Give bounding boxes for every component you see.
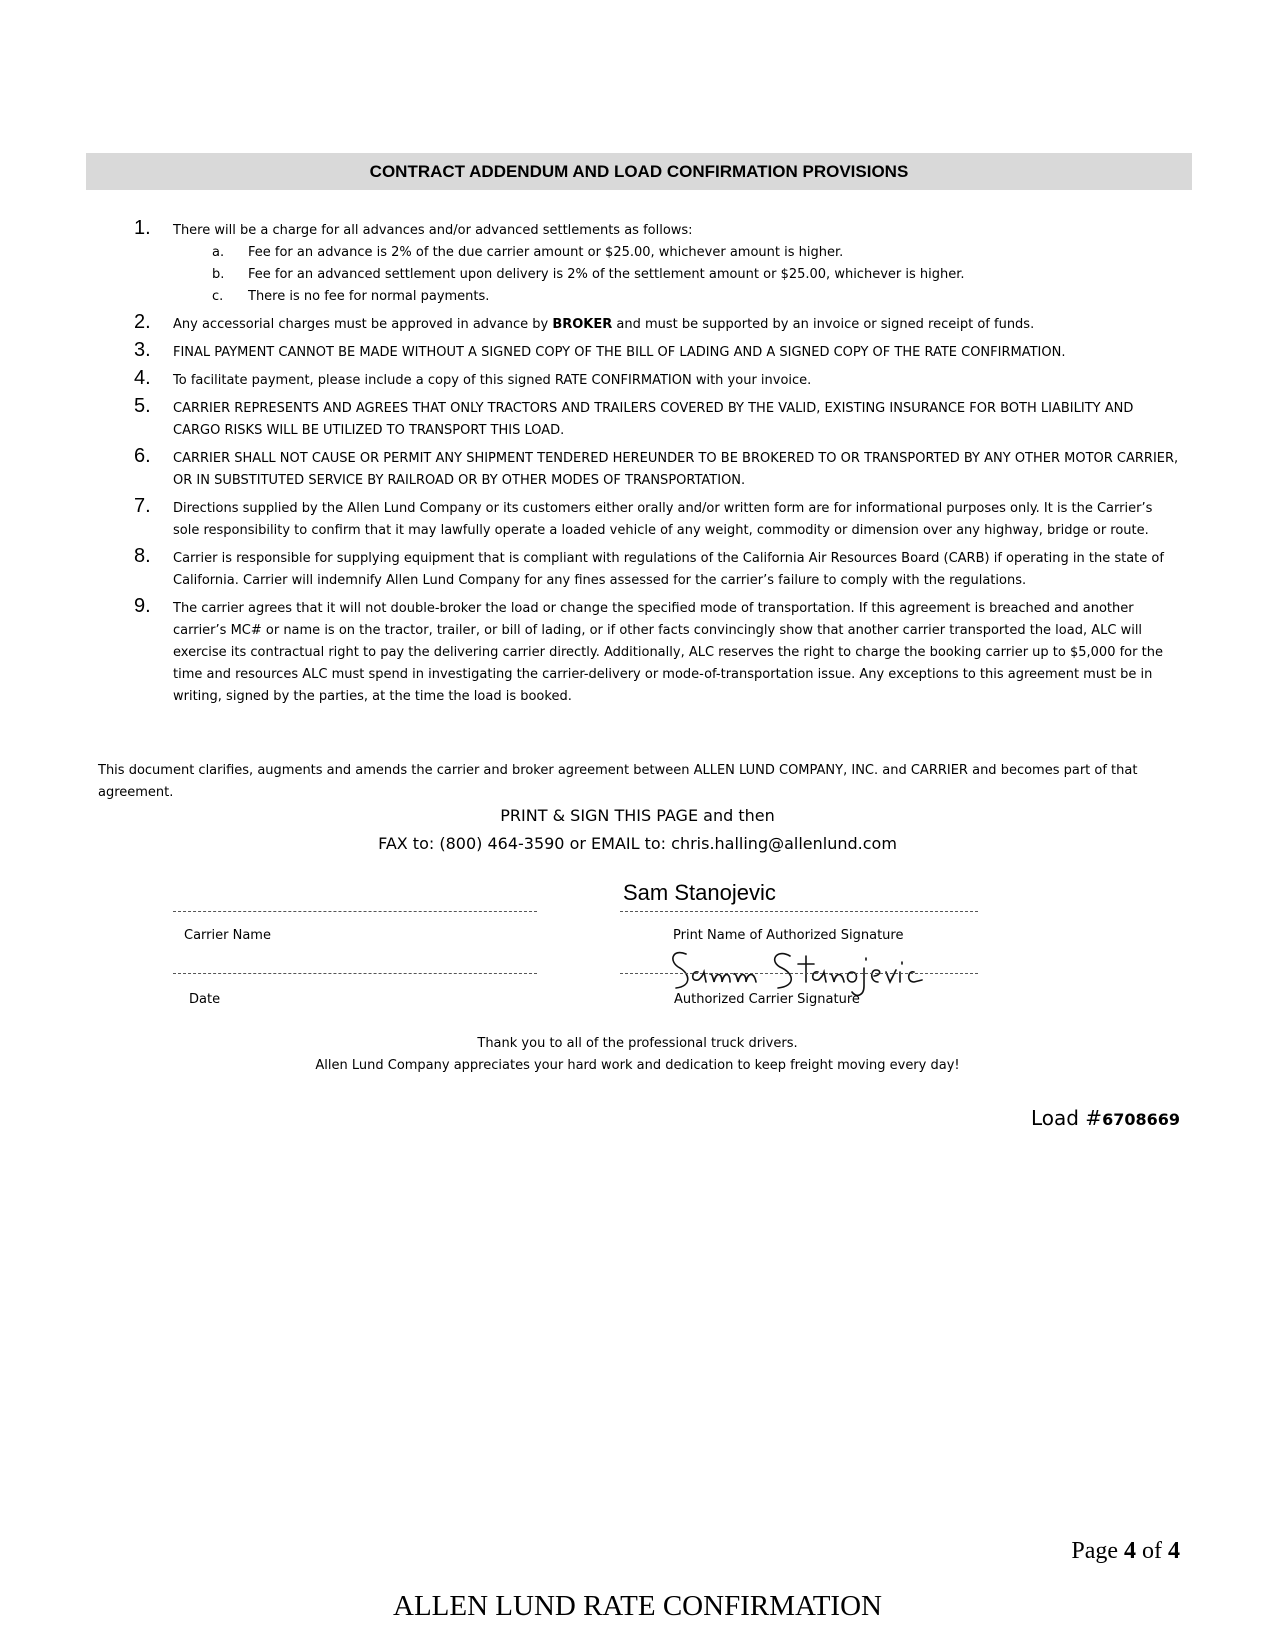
provision-item xyxy=(0,395,1275,442)
provision-number: 2. xyxy=(134,311,151,333)
provision-text-part: Any accessorial charges must be approved in advance by xyxy=(173,317,553,332)
subitem-letter: b. xyxy=(212,267,225,282)
provision-item xyxy=(0,367,1275,392)
provision-text: CARRIER SHALL NOT CAUSE OR PERMIT ANY SHIPMENT TENDERED HEREUNDER TO BE BROKERED TO OR TRANSPORTED BY ANY OTHER MOTOR CARRIER, OR IN SUBSTITUTED SERVICE BY RAILROAD OR BY OTHER MODES OF TRANSPORTATION. xyxy=(173,451,1179,488)
subitem-letter: a. xyxy=(212,245,225,260)
printed-authorized-name: Sam Stanojevic xyxy=(623,880,776,905)
provision-item xyxy=(0,445,1275,492)
page-total: 4 xyxy=(1168,1538,1180,1564)
section-header xyxy=(86,153,1192,190)
provision-number: 4. xyxy=(134,367,151,389)
provision-item xyxy=(0,217,1275,308)
authorized-signature-label: Authorized Carrier Signature xyxy=(674,992,860,1007)
page-current: 4 xyxy=(1124,1538,1136,1564)
provision-item xyxy=(0,495,1275,542)
date-line xyxy=(173,973,537,974)
print-name-label: Print Name of Authorized Signature xyxy=(673,928,904,943)
page-prefix: Page xyxy=(1071,1538,1124,1564)
provision-text-part: and must be supported by an invoice or signed receipt of funds. xyxy=(612,317,1035,332)
print-sign-instruction: PRINT & SIGN THIS PAGE and then xyxy=(500,806,775,825)
provision-number: 6. xyxy=(134,445,151,467)
print-name-line xyxy=(620,911,978,912)
carrier-name-label: Carrier Name xyxy=(184,928,271,943)
thanks-line-2: Allen Lund Company appreciates your hard work and dedication to keep freight moving every day! xyxy=(315,1058,960,1073)
load-number xyxy=(1031,1106,1180,1130)
page-indicator xyxy=(1071,1538,1180,1565)
thanks-line-1: Thank you to all of the professional truck drivers. xyxy=(477,1036,798,1051)
provision-item xyxy=(0,545,1275,592)
provision-item xyxy=(0,339,1275,364)
provision-number: 3. xyxy=(134,339,151,361)
provision-item xyxy=(0,311,1275,336)
provision-text: There will be a charge for all advances and/or advanced settlements as follows: xyxy=(173,223,693,238)
fax-email-instruction: FAX to: (800) 464-3590 or EMAIL to: chris.halling@allenlund.com xyxy=(378,834,897,853)
load-label: Load # xyxy=(1030,1106,1103,1130)
subitem-text: Fee for an advanced settlement upon delivery is 2% of the settlement amount or $25.00, whichever is higher. xyxy=(248,267,965,282)
provision-number: 1. xyxy=(134,217,151,239)
provision-text: CARRIER REPRESENTS AND AGREES THAT ONLY TRACTORS AND TRAILERS COVERED BY THE VALID, EXISTING INSURANCE FOR BOTH LIABILITY AND CARGO RISKS WILL BE UTILIZED TO TRANSPORT THIS LOAD. xyxy=(173,401,1134,438)
subitem-text: There is no fee for normal payments. xyxy=(248,289,490,304)
provision-text: Directions supplied by the Allen Lund Company or its customers either orally and/or written form are for informational purposes only. It is the Carrier’s sole responsibility to confirm that it may lawfully operate a loaded vehicle of any weight, commodity or dimension over any highway, bridge or route. xyxy=(173,501,1153,538)
section-title: CONTRACT ADDENDUM AND LOAD CONFIRMATION PROVISIONS xyxy=(369,161,909,181)
provision-subitem xyxy=(0,286,1275,308)
provision-text: Carrier is responsible for supplying equipment that is compliant with regulations of the California Air Resources Board (CARB) if operating in the state of California. Carrier will indemnify Allen Lund Company for any fines assessed for the carrier’s failure to comply with the regulations. xyxy=(173,551,1164,588)
provision-text: FINAL PAYMENT CANNOT BE MADE WITHOUT A SIGNED COPY OF THE BILL OF LADING AND A SIGNED COPY OF THE RATE CONFIRMATION. xyxy=(173,345,1066,360)
provision-subitem xyxy=(0,242,1275,264)
provision-text xyxy=(173,314,1179,336)
provision-number: 9. xyxy=(134,595,151,617)
signature-line xyxy=(620,973,978,974)
provision-item xyxy=(0,595,1275,708)
subitem-letter: c. xyxy=(212,289,224,304)
provisions-list xyxy=(0,217,1275,714)
subitem-text: Fee for an advance is 2% of the due carrier amount or $25.00, whichever amount is higher. xyxy=(248,245,844,260)
provision-text: To facilitate payment, please include a copy of this signed RATE CONFIRMATION with your invoice. xyxy=(173,373,812,388)
date-label: Date xyxy=(189,992,221,1007)
document-footer-title: ALLEN LUND RATE CONFIRMATION xyxy=(393,1590,882,1622)
handwritten-signature xyxy=(668,938,958,998)
provision-number: 8. xyxy=(134,545,151,567)
page-of: of xyxy=(1136,1538,1168,1564)
provision-text: The carrier agrees that it will not double-broker the load or change the specified mode of transportation. If this agreement is breached and another carrier’s MC# or name is on the tractor, trailer, or bill of lading, or if other facts convincingly show that another carrier transported the load, ALC will exercise its contractual right to pay the delivering carrier directly. Additionally, ALC reserves the right to charge the booking carrier up to $5,000 for the time and resources ALC must spend in investigating the carrier-delivery or mode-of-transportation issue. Any exceptions to this agreement must be in writing, signed by the parties, at the time the load is booked. xyxy=(173,601,1163,704)
provision-text-bold: BROKER xyxy=(552,317,613,332)
load-id: 6708669 xyxy=(1102,1110,1180,1129)
provision-number: 7. xyxy=(134,495,151,517)
carrier-name-line xyxy=(173,911,537,912)
provision-number: 5. xyxy=(134,395,151,417)
provision-subitem xyxy=(0,264,1275,286)
closing-paragraph: This document clarifies, augments and amends the carrier and broker agreement between ALLEN LUND COMPANY, INC. and CARRIER and becomes part of that agreement. xyxy=(98,763,1138,800)
signature-text: Samm Stanojevic xyxy=(668,938,676,939)
